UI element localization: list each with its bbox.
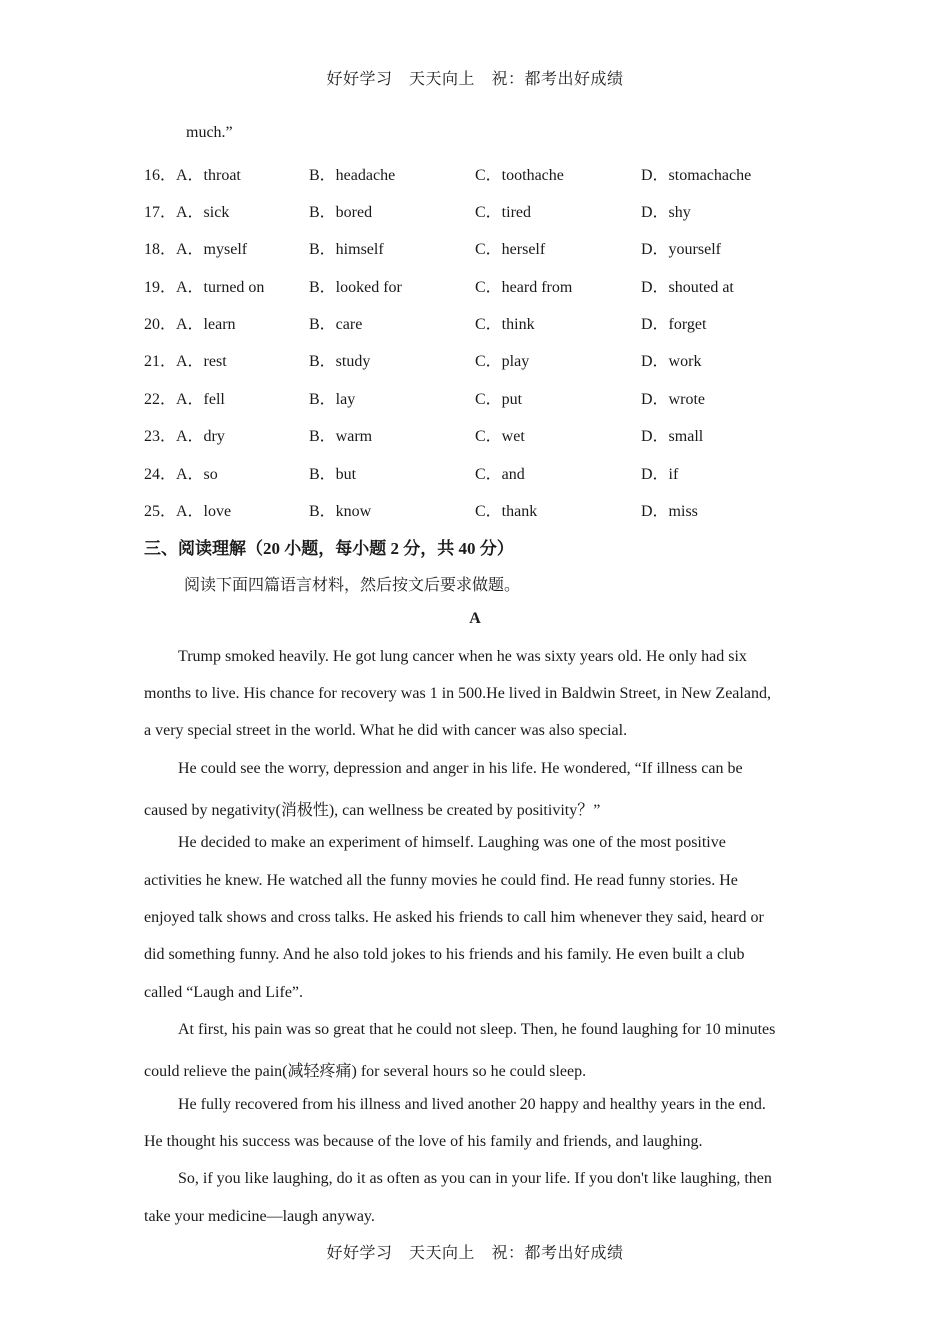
- question-row: [144, 311, 824, 335]
- option-d: D．yourself: [641, 241, 721, 258]
- passage-line: enjoyed talk shows and cross talks. He asked his friends to call him whenever they said, heard or: [144, 909, 764, 926]
- option-c: C．wet: [475, 428, 525, 445]
- question-row: [144, 498, 824, 522]
- instruction-text: 阅读下面四篇语言材料，然后按文后要求做题。: [184, 577, 521, 594]
- passage-line: He decided to make an experiment of himself. Laughing was one of the most positive: [178, 834, 726, 851]
- option-c: C．and: [475, 466, 525, 483]
- option-b: B．headache: [309, 167, 396, 184]
- passage-line: He thought his success was because of the love of his family and friends, and laughing.: [144, 1133, 703, 1150]
- question-row: [144, 274, 824, 298]
- passage-line: did something funny. And he also told jokes to his friends and his family. He even built a club: [144, 946, 745, 963]
- option-a: 18．A．myself: [144, 241, 248, 258]
- option-d: D．if: [641, 466, 679, 483]
- question-row: [144, 162, 824, 186]
- option-b: B．himself: [309, 241, 384, 258]
- question-row: [144, 236, 824, 260]
- passage-line: called “Laugh and Life”.: [144, 984, 304, 1001]
- question-row: [144, 348, 824, 372]
- option-d: D．shouted at: [641, 279, 734, 296]
- question-row: [144, 461, 824, 485]
- option-d: D．shy: [641, 204, 691, 221]
- option-c: C．toothache: [475, 167, 564, 184]
- option-a: 17．A．sick: [144, 204, 230, 221]
- option-d: D．small: [641, 428, 704, 445]
- question-row: [144, 199, 824, 223]
- option-a: 22．A．fell: [144, 391, 225, 408]
- option-b: B．study: [309, 353, 371, 370]
- passage-line: activities he knew. He watched all the funny movies he could find. He read funny stories. He: [144, 872, 738, 889]
- page-header: 好好学习 天天向上 祝：都考出好成绩: [326, 71, 624, 88]
- passage-line: months to live. His chance for recovery was 1 in 500.He lived in Baldwin Street, in New Zealand,: [144, 685, 771, 702]
- passage-title: A: [469, 610, 481, 627]
- option-a: 23．A．dry: [144, 428, 225, 445]
- option-b: B．warm: [309, 428, 373, 445]
- option-b: B．looked for: [309, 279, 402, 296]
- option-a: 16．A．throat: [144, 167, 241, 184]
- passage-line: take your medicine—laugh anyway.: [144, 1208, 375, 1225]
- passage-line: He fully recovered from his illness and lived another 20 happy and healthy years in the end.: [178, 1096, 766, 1113]
- option-d: D．work: [641, 353, 702, 370]
- option-c: C．put: [475, 391, 523, 408]
- option-c: C．herself: [475, 241, 546, 258]
- option-a: 25．A．love: [144, 503, 232, 520]
- passage-line: a very special street in the world. What he did with cancer was also special.: [144, 722, 628, 739]
- passage-line: Trump smoked heavily. He got lung cancer when he was sixty years old. He only had six: [178, 648, 747, 665]
- option-b: B．bored: [309, 204, 373, 221]
- option-d: D．miss: [641, 503, 698, 520]
- option-d: D．wrote: [641, 391, 705, 408]
- option-a: 20．A．learn: [144, 316, 236, 333]
- section-title: 三、阅读理解（20 小题，每小题 2 分，共 40 分）: [144, 539, 514, 558]
- option-a: 19．A．turned on: [144, 279, 265, 296]
- page-footer: 好好学习 天天向上 祝：都考出好成绩: [326, 1245, 624, 1262]
- option-a: 24．A．so: [144, 466, 218, 483]
- option-c: C．thank: [475, 503, 538, 520]
- passage-line: At first, his pain was so great that he could not sleep. Then, he found laughing for 10 minutes: [178, 1021, 776, 1038]
- option-d: D．forget: [641, 316, 707, 333]
- option-c: C．think: [475, 316, 535, 333]
- option-b: B．care: [309, 316, 363, 333]
- option-c: C．tired: [475, 204, 531, 221]
- option-b: B．know: [309, 503, 372, 520]
- option-c: C．play: [475, 353, 530, 370]
- option-d: D．stomachache: [641, 167, 752, 184]
- question-row: [144, 423, 824, 447]
- passage-line: So, if you like laughing, do it as often as you can in your life. If you don't like laughing, then: [178, 1170, 772, 1187]
- passage-line: He could see the worry, depression and anger in his life. He wondered, “If illness can be: [178, 760, 743, 777]
- passage-line: caused by negativity(消极性), can wellness be created by positivity？”: [144, 802, 601, 819]
- option-c: C．heard from: [475, 279, 573, 296]
- question-row: [144, 386, 824, 410]
- option-b: B．but: [309, 466, 357, 483]
- continuation-text: much.”: [186, 124, 233, 141]
- option-b: B．lay: [309, 391, 356, 408]
- option-a: 21．A．rest: [144, 353, 227, 370]
- passage-line: could relieve the pain(减轻疼痛) for several hours so he could sleep.: [144, 1063, 587, 1080]
